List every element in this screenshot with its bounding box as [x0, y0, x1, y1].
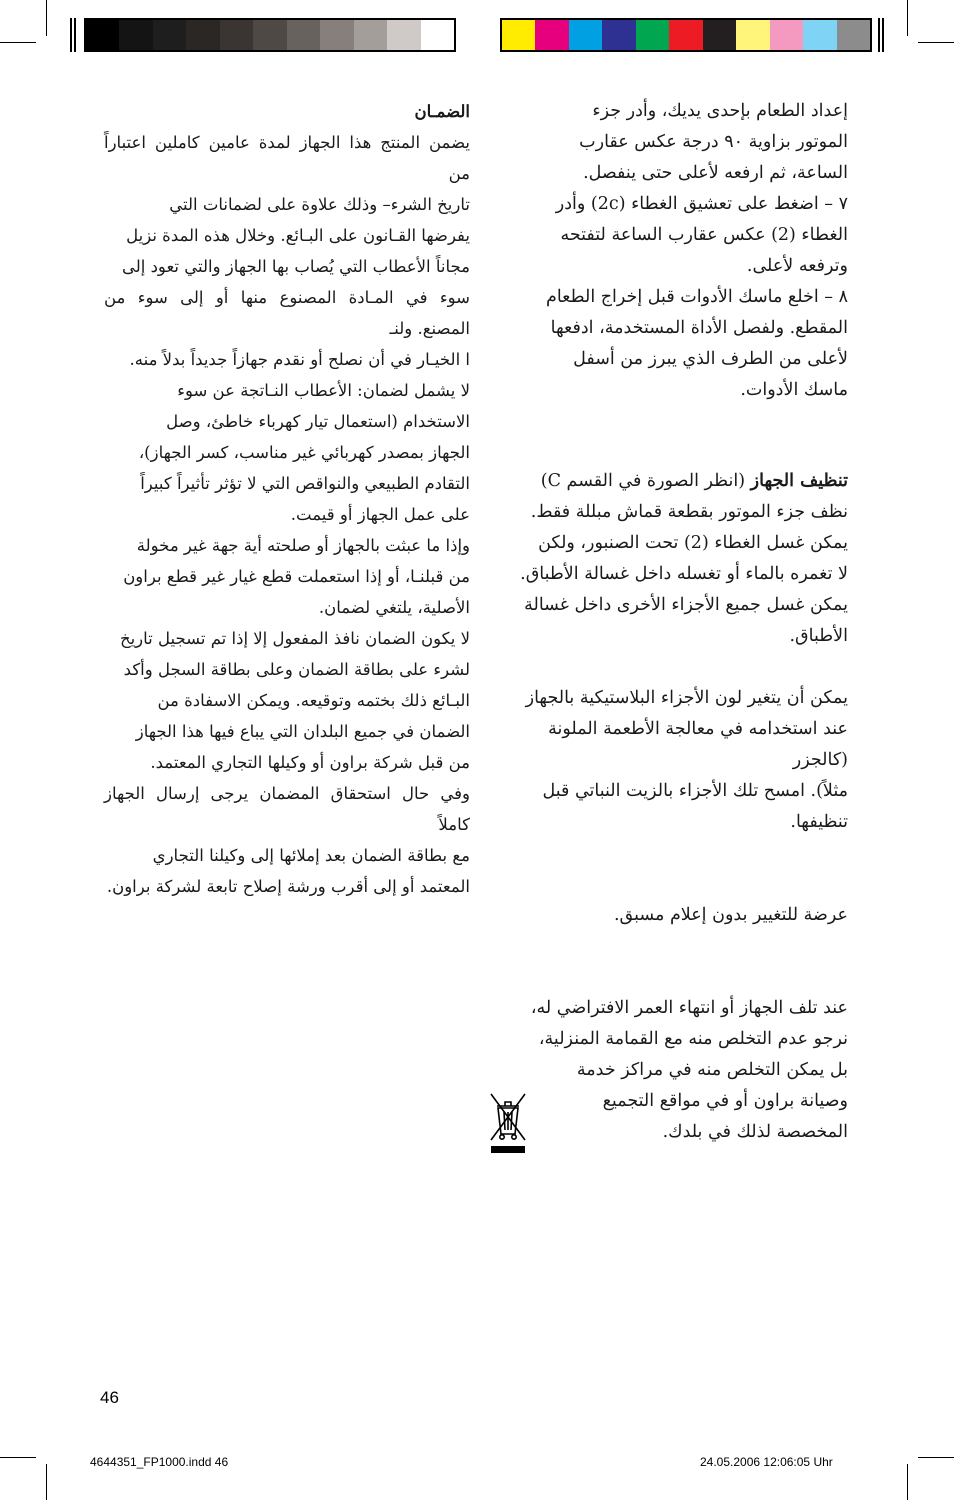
cleaning-heading-line [488, 466, 848, 497]
cleaning-line: لا تغمره بالماء أو تغسله داخل غسالة الأطباق. [520, 564, 848, 584]
plastics-paragraph [488, 683, 848, 838]
footer-timestamp: 24.05.2006 12:06:05 Uhr [700, 1455, 833, 1469]
color-swatch [287, 20, 320, 50]
warranty-line: التقادم الطبيعي والنواقص التي لا تؤثر تأثيراً كبيراً [140, 474, 470, 493]
cleaning-line: يمكن غسل الغطاء (2) تحت الصنبور، ولكن [538, 533, 848, 553]
instruction-line: لأعلى من الطرف الذي يبرز من أسفل [573, 349, 848, 369]
disposal-line: المخصصة لذلك في بلدك. [662, 1122, 848, 1142]
disposal-line: نرجو عدم التخلص منه مع القمامة المنزلية، [538, 1029, 848, 1049]
crop-mark [907, 1464, 908, 1500]
warranty-line: لا يكون الضمان نافذ المفعول إلا إذا تم تسجيل تاريخ [119, 629, 470, 648]
crossed-out-wheelie-bin-icon [488, 1090, 528, 1156]
disposal-line: بل يمكن التخلص منه في مراكز خدمة [576, 1060, 848, 1080]
warranty-paragraph [104, 127, 470, 902]
left-column [104, 96, 470, 902]
warranty-line: وفي حال استحقاق المضمان يرجى إرسال الجهاز كاملاً [104, 784, 470, 834]
cleaning-heading: تنظيف الجهاز [750, 471, 848, 491]
instruction-line: ٧ – اضغط على تعشيق الغطاء (2c) وأدر [555, 194, 848, 214]
cleaning-heading-note: (انظر الصورة في القسم C) [540, 471, 751, 491]
color-swatch [602, 20, 635, 50]
color-swatch [703, 20, 736, 50]
instruction-line: المقطع. ولفصل الأداة المستخدمة، ادفعها [550, 318, 848, 338]
color-swatch [803, 20, 836, 50]
warranty-line: الضمان في جميع البلدان التي يباع فيها هذا الجهاز [135, 722, 470, 741]
instruction-line: الساعة، ثم ارفعه لأعلى حتى ينفصل. [583, 163, 848, 183]
registration-mark-left [70, 18, 76, 52]
warranty-line: لشرء على بطاقة الضمان وعلى بطاقة السجل وأكد [123, 660, 470, 679]
warranty-line: وإذا ما عبثت بالجهاز أو صلحته أية جهة غير مخولة [136, 536, 470, 555]
process-color-bar [500, 18, 872, 52]
plastics-line: يمكن أن يتغير لون الأجزاء البلاستيكية بالجهاز [525, 688, 848, 708]
cleaning-line: نظف جزء الموتور بقطعة قماش مبللة فقط. [530, 502, 848, 522]
color-swatch [387, 20, 420, 50]
color-swatch [770, 20, 803, 50]
warranty-line: المعتمد أو إلى أقرب ورشة إصلاح تابعة لشركة براون. [106, 877, 470, 896]
page-number: 46 [100, 1388, 119, 1407]
warranty-line: سوء في المـادة المصنوع منها أو إلى سوء من المصنع. ولنـ [104, 288, 470, 338]
warranty-line: الاستخدام (استعمال تيار كهرباء خاطئ، وصل [166, 412, 470, 431]
color-swatch [736, 20, 769, 50]
color-swatch [535, 20, 568, 50]
warranty-line: لا يشمل لضمان: الأعطاب النـاتجة عن سوء [177, 381, 470, 400]
plastics-line: عند استخدامه في معالجة الأطعمة الملونة (كالجزر [548, 719, 848, 770]
footer-file-info: 4644351_FP1000.indd 46 [90, 1455, 229, 1469]
warranty-line: من قبلنـا، أو إذا استعملت قطع غيار غير قطع براون [123, 567, 470, 586]
instruction-line: ماسك الأدوات. [740, 380, 848, 400]
cleaning-paragraph [488, 497, 848, 652]
grayscale-color-bar [84, 18, 456, 52]
warranty-line: الأصلية، يلتغي لضمان. [318, 598, 470, 617]
color-swatch [502, 20, 535, 50]
disposal-line: عند تلف الجهاز أو انتهاء العمر الافتراضي له، [530, 998, 848, 1018]
warranty-line: تاريخ الشرء– وذلك علاوة على لضمانات التي [169, 195, 470, 214]
color-swatch [636, 20, 669, 50]
color-swatch [354, 20, 387, 50]
warranty-line: الجهاز بمصدر كهربائي غير مناسب، كسر الجهاز)، [138, 443, 470, 462]
warranty-line: يضمن المنتج هذا الجهاز لمدة عامين كاملين اعتباراً من [104, 133, 470, 183]
warranty-heading: الضمـان [414, 102, 470, 121]
crop-mark [46, 0, 47, 36]
crop-mark [907, 0, 908, 36]
warranty-line: من قبل شركة براون أو وكيلها التجاري المعتمد. [150, 753, 470, 772]
instruction-line: إعداد الطعام بإحدى يديك، وأدر جزء [592, 101, 848, 121]
color-swatch [220, 20, 253, 50]
warranty-line: يفرضها القـانون على البـائع. وخلال هذه المدة نزيل [126, 226, 470, 245]
cleaning-line: يمكن غسل جميع الأجزاء الأخرى داخل غسالة [524, 595, 848, 615]
registration-mark-right [878, 18, 884, 52]
color-swatch [837, 20, 870, 50]
instruction-line: الموتور بزاوية ٩٠ درجة عكس عقارب [579, 132, 848, 152]
assembly-instructions [488, 96, 848, 406]
warranty-line: البـائع ذلك بختمه وتوقيعه. ويمكن الاسفادة من [157, 691, 470, 710]
right-column [488, 96, 848, 1148]
cleaning-line: الأطباق. [789, 626, 848, 646]
crop-mark [46, 1464, 47, 1500]
warranty-line: ا الخيـار في أن نصلح أو نقدم جهازاً جديداً بدلاً منه. [129, 350, 470, 369]
color-swatch [186, 20, 219, 50]
crop-mark [0, 42, 36, 43]
warranty-line: مع بطاقة الضمان بعد إملائها إلى وكيلنا التجاري [152, 846, 470, 865]
disposal-line: وصيانة براون أو في مواقع التجميع [602, 1091, 848, 1111]
disposal-paragraph [488, 993, 848, 1148]
color-swatch [153, 20, 186, 50]
crop-mark [918, 1457, 954, 1458]
color-swatch [669, 20, 702, 50]
change-notice: عرضة للتغيير بدون إعلام مسبق. [613, 905, 848, 925]
color-swatch [86, 20, 119, 50]
color-swatch [119, 20, 152, 50]
crop-mark [0, 1457, 36, 1458]
color-swatch [320, 20, 353, 50]
warranty-line: مجاناً الأعطاب التي يُصاب بها الجهاز والتي تعود إلى [121, 257, 470, 276]
color-swatch [253, 20, 286, 50]
plastics-line: تنظيفها. [790, 812, 848, 832]
color-swatch [569, 20, 602, 50]
instruction-line: الغطاء (2) عكس عقارب الساعة لتفتحه [560, 225, 848, 245]
instruction-line: ٨ – اخلع ماسك الأدوات قبل إخراج الطعام [546, 287, 848, 307]
crop-mark [918, 42, 954, 43]
warranty-line: على عمل الجهاز أو قيمت. [290, 505, 470, 524]
instruction-line: وترفعه لأعلى. [746, 256, 848, 276]
color-swatch [421, 20, 454, 50]
plastics-line: مثلاً). امسح تلك الأجزاء بالزيت النباتي قبل [542, 781, 848, 801]
